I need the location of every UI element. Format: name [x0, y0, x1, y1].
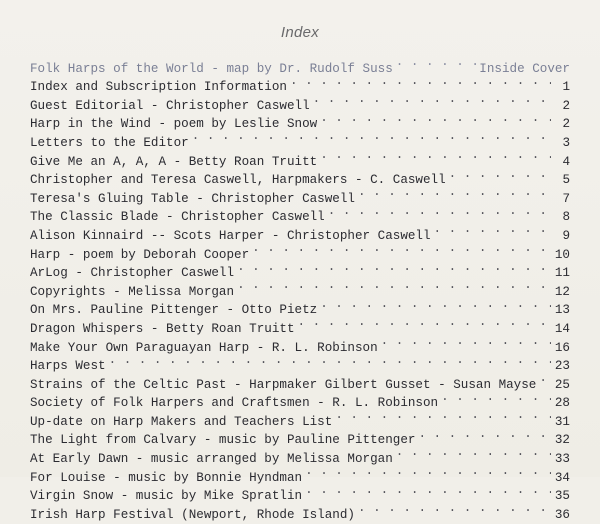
dot-leader: [305, 481, 551, 500]
dot-leader: [320, 295, 551, 314]
entry-title: Strains of the Celtic Past - Harpmaker Gilbert Gusset - Susan Mayse: [30, 377, 537, 392]
entry-title: For Louise - music by Bonnie Hyndman: [30, 470, 303, 485]
entry-page-number: 16: [554, 340, 570, 355]
entry-page-number: Inside Cover: [479, 61, 570, 76]
table-of-contents: [30, 53, 570, 522]
entry-page-number: 36: [554, 507, 570, 522]
entry-page-number: 9: [562, 228, 570, 243]
entry-page-number: 33: [554, 452, 570, 467]
dot-leader: [335, 406, 551, 425]
dot-leader: [328, 202, 551, 221]
entry-title: Dragon Whispers - Betty Roan Truitt: [30, 321, 295, 336]
dot-leader: [381, 332, 551, 351]
entry-title: Harps West: [30, 359, 106, 374]
page-title: Index: [280, 24, 320, 41]
dot-leader: [539, 369, 551, 388]
dot-leader: [449, 165, 551, 184]
toc-entry: [30, 369, 570, 392]
entry-page-number: 11: [554, 266, 570, 281]
entry-page-number: 7: [562, 191, 570, 206]
dot-leader: [290, 72, 551, 91]
entry-title: Folk Harps of the World - map by Dr. Rudolf Suss: [30, 61, 393, 76]
entry-page-number: 13: [554, 303, 570, 318]
entry-page-number: 25: [554, 377, 570, 392]
entry-page-number: 8: [562, 210, 570, 225]
entry-page-number: 2: [562, 98, 570, 113]
entry-title: Society of Folk Harpers and Craftsmen - R. L. Robinson: [30, 396, 439, 411]
entry-title: Harp in the Wind - poem by Leslie Snow: [30, 117, 318, 132]
entry-title: Irish Harp Festival (Newport, Rhode Island): [30, 507, 355, 522]
dot-leader: [192, 127, 551, 146]
entry-page-number: 34: [554, 470, 570, 485]
entry-title: Make Your Own Paraguayan Harp - R. L. Robinson: [30, 340, 378, 355]
entry-page-number: 32: [554, 433, 570, 448]
dot-leader: [252, 239, 551, 258]
dot-leader: [396, 53, 477, 72]
entry-title: Teresa's Gluing Table - Christopher Caswell: [30, 191, 355, 206]
dot-leader: [237, 258, 551, 277]
entry-title: Copyrights - Melissa Morgan: [30, 284, 235, 299]
entry-title: Virgin Snow - music by Mike Spratlin: [30, 489, 303, 504]
entry-page-number: 5: [562, 173, 570, 188]
entry-page-number: 14: [554, 321, 570, 336]
entry-page-number: 1: [562, 80, 570, 95]
entry-title: Alison Kinnaird -- Scots Harper - Christopher Caswell: [30, 228, 431, 243]
entry-title: Index and Subscription Information: [30, 80, 287, 95]
entry-page-number: 31: [554, 414, 570, 429]
entry-title: On Mrs. Pauline Pittenger - Otto Pietz: [30, 303, 318, 318]
entry-title: Guest Editorial - Christopher Caswell: [30, 98, 310, 113]
toc-entry: [30, 53, 570, 76]
entry-page-number: 10: [554, 247, 570, 262]
entry-title: Give Me an A, A, A - Betty Roan Truitt: [30, 154, 318, 169]
entry-page-number: 4: [562, 154, 570, 169]
dot-leader: [237, 276, 551, 295]
entry-title: Letters to the Editor: [30, 135, 189, 150]
dot-leader: [313, 90, 551, 109]
entry-page-number: 28: [554, 396, 570, 411]
dot-leader: [358, 183, 551, 202]
dot-leader: [358, 499, 551, 518]
dot-leader: [434, 220, 551, 239]
entry-page-number: 2: [562, 117, 570, 132]
dot-leader: [109, 351, 551, 370]
dot-leader: [298, 313, 551, 332]
toc-entry: [30, 351, 570, 374]
entry-title: ArLog - Christopher Caswell: [30, 266, 235, 281]
entry-page-number: 23: [554, 359, 570, 374]
entry-title: Harp - poem by Deborah Cooper: [30, 247, 250, 262]
entry-page-number: 35: [554, 489, 570, 504]
entry-title: The Classic Blade - Christopher Caswell: [30, 210, 325, 225]
entry-title: At Early Dawn - music arranged by Melissa Morgan: [30, 452, 393, 467]
dot-leader: [320, 146, 551, 165]
dot-leader: [320, 109, 551, 128]
entry-title: The Light from Calvary - music by Pauline Pittenger: [30, 433, 416, 448]
dot-leader: [418, 425, 551, 444]
dot-leader: [441, 388, 551, 407]
dot-leader: [396, 443, 551, 462]
entry-page-number: 12: [554, 284, 570, 299]
entry-page-number: 3: [562, 135, 570, 150]
dot-leader: [305, 462, 551, 481]
entry-title: Christopher and Teresa Caswell, Harpmakers - C. Caswell: [30, 173, 446, 188]
entry-title: Up-date on Harp Makers and Teachers List: [30, 414, 333, 429]
